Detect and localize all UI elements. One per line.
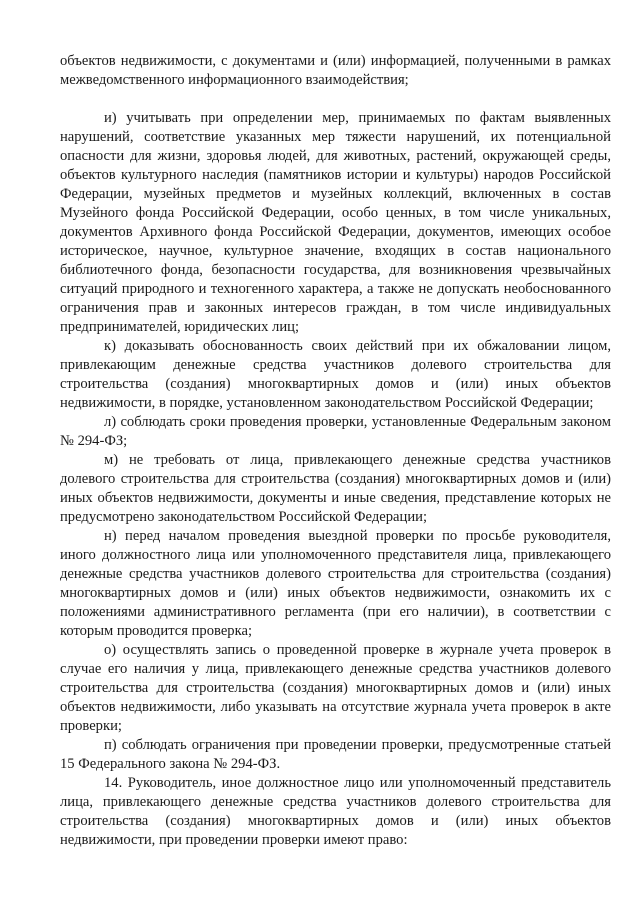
document-page: [60, 52, 611, 850]
paragraph-item-m: м) не требовать от лица, привлекающего денежные средства участников долевого строительства для строительства (создания) многоквартирных домов и (или) иных объектов недвижимости, документы и иные сведения, представление которых не предусмотрено законодательством Российской Федерации;: [60, 452, 611, 525]
paragraph-item-n: н) перед началом проведения выездной проверки по просьбе руководителя, иного должностного лица или уполномоченного представителя лица, привлекающего денежные средства участников долевого строительства для строительства (создания) многоквартирных домов и (или) иных объектов недвижимости, ознакомить их с положениями административного регламента (при его наличии), в соответствии с которым проводится проверка;: [60, 528, 611, 639]
paragraph-item-i: и) учитывать при определении мер, принимаемых по фактам выявленных нарушений, соответствие указанных мер тяжести нарушений, их потенциальной опасности для жизни, здоровья людей, для животных, растений, окружающей среды, объектов культурного наследия (памятников истории и культуры) народов Российской Федерации, музейных предметов и музейных коллекций, включенных в состав Музейного фонда Российской Федерации, особо ценных, в том числе уникальных, документов Архивного фонда Российской Федерации, документов, имеющих особое историческое, научное, культурное значение, входящих в состав национального библиотечного фонда, безопасности государства, для возникновения чрезвычайных ситуаций природного и техногенного характера, а также не допускать необоснованного ограничения прав и законных интересов граждан, в том числе индивидуальных предпринимателей, юридических лиц;: [60, 110, 611, 335]
paragraph-section-14: 14. Руководитель, иное должностное лицо или уполномоченный представитель лица, привлекающего денежные средства участников долевого строительства для строительства (создания) многоквартирных домов и (или) иных объектов недвижимости, при проведении проверки имеют право:: [60, 775, 611, 848]
paragraph-item-l: л) соблюдать сроки проведения проверки, установленные Федеральным законом № 294-ФЗ;: [60, 414, 611, 449]
paragraph-item-p: п) соблюдать ограничения при проведении проверки, предусмотренные статьей 15 Федерального закона № 294-ФЗ.: [60, 737, 611, 772]
paragraph-continuation: объектов недвижимости, с документами и (или) информацией, полученными в рамках межведомственного информационного взаимодействия;: [60, 53, 611, 88]
paragraph-item-o: о) осуществлять запись о проведенной проверке в журнале учета проверок в случае его наличия у лица, привлекающего денежные средства участников долевого строительства для строительства (создания) многоквартирных домов и (или) иных объектов недвижимости, либо указывать на отсутствие журнала учета проверок в акте проверки;: [60, 642, 611, 734]
paragraph-item-k: к) доказывать обоснованность своих действий при их обжаловании лицом, привлекающим денежные средства участников долевого строительства для строительства (создания) многоквартирных домов и (или) иных объектов недвижимости, в порядке, установленном законодательством Российской Федерации;: [60, 338, 611, 411]
